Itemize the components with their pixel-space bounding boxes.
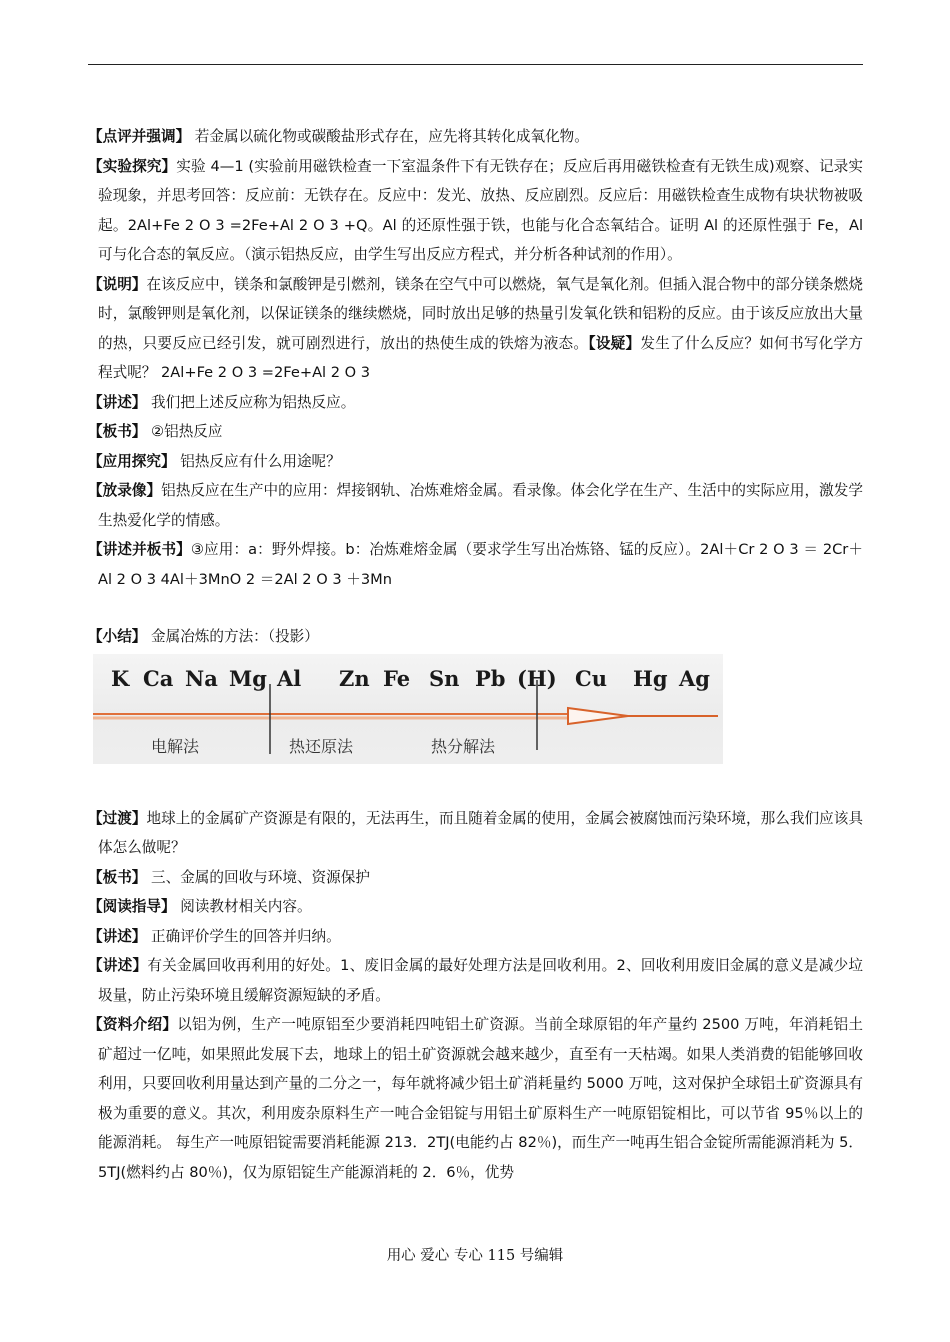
paragraph-narrate-board: 【讲述并板书】③应用：a：野外焊接。b：冶炼难熔金属（要求学生写出冶炼铬、锰的反应）。2Al＋Cr 2 O 3 ＝ 2Cr＋Al 2 O 3 4Al＋3MnO 2 ＝2Al 2 O 3 ＋3Mn [88,541,863,588]
paragraph-review: 【点评并强调】 若金属以硫化物或碳酸盐形式存在，应先将其转化成氧化物。 [88,128,589,145]
method-label: 热分解法 [431,736,496,756]
paragraph-video: 【放录像】铝热反应在生产中的应用：焊接钢轨、冶炼难熔金属。看录像。体会化学在生产、生活中的实际应用，激发学生热爱化学的情感。 [88,482,863,529]
element-label: Fe [383,665,411,691]
element-label: Hg [633,665,668,691]
element-label: (H) [517,665,557,691]
method-label: 热还原法 [289,736,354,756]
paragraph-narration-3: 【讲述】有关金属回收再利用的好处。1、废旧金属的最好处理方法是回收利用。2、回收利用废旧金属的意义是减少垃圾量，防止污染环境且缓解资源短缺的矛盾。 [88,957,863,1004]
paragraph-experiment: 【实验探究】实验 4—1 (实验前用磁铁检查一下室温条件下有无铁存在；反应后再用磁铁检查有无铁生成)观察、记录实验现象，并思考回答：反应前：无铁存在。反应中：发光、放热、反应剧烈。反应后：用磁铁检查生成物有块状物被吸起。2Al+Fe 2 O 3 =2Fe+Al 2 O 3 +Q。Al 的还原性强于铁，也能与化合态氧结合。证明 Al 的还原性强于 Fe，Al 可与化合态的氧反应。（演示铝热反应，由学生写出反应方程式，并分析各种试剂的作用）。 [88,157,863,263]
paragraph-explanation: 【说明】在该反应中，镁条和氯酸钾是引燃剂，镁条在空气中可以燃烧，氧气是氧化剂。但插入混合物中的部分镁条燃烧时，氯酸钾则是氧化剂，以保证镁条的继续燃烧，同时放出足够的热量引发氧化铁和铝粉的反应。由于该反应放出大量的热，只要反应已经引发，就可剧烈进行，放出的热使生成的铁熔为液态。【设疑】发生了什么反应？如何书写化学方程式呢？ 2Al+Fe 2 O 3 =2Fe+Al 2 O 3 [88,275,863,381]
method-label: 电解法 [151,736,200,756]
element-label: Ag [679,665,710,691]
element-label: Ca [143,665,174,691]
paragraph-board: 【板书】 ②铝热反应 [88,423,223,440]
element-label: Cu [575,665,607,691]
element-label: Mg [229,665,267,691]
element-label: K [111,665,130,691]
paragraph-materials: 【资料介绍】以铝为例，生产一吨原铝至少要消耗四吨铝土矿资源。当前全球原铝的年产量约 2500 万吨，年消耗铝土矿超过一亿吨，如果照此发展下去，地球上的铝土矿资源就会越来越少，直至有一天枯竭。如果人类消费的铝能够回收利用，只要回收利用量达到产量的二分之一，每年就将减少铝土矿消耗量约 5000 万吨，这对保护全球铝土矿资源具有极为重要的意义。其次，利用废杂原料生产一吨合金铝锭与用铝土矿原料生产一吨原铝锭相比，可以节省 95％以上的能源消耗。 每生产一吨原铝锭需要消耗能源 213．2TJ(电能约占 82％)，而生产一吨再生铝合金锭所需能源消耗为 5．5TJ(燃料约占 80％)，仅为原铝锭生产能源消耗的 2．6％，优势 [88,1016,863,1181]
paragraph-transition: 【过渡】地球上的金属矿产资源是有限的，无法再生，而且随着金属的使用，金属会被腐蚀而污染环境，那么我们应该具体怎么做呢？ [88,809,863,856]
paragraph-narration: 【讲述】 我们把上述反应称为铝热反应。 [88,393,356,411]
paragraph-reading: 【阅读指导】 阅读教材相关内容。 [88,898,312,915]
element-label: Al [277,665,302,691]
header-rule [88,64,863,65]
document-body [88,122,863,1187]
page-footer: 用心 爱心 专心 115 号编辑 [386,1248,564,1264]
element-label: Na [185,665,218,691]
paragraph-board-2: 【板书】 三、金属的回收与环境、资源保护 [88,868,370,886]
element-label: Pb [475,665,506,691]
paragraph-narration-2: 【讲述】 正确评价学生的回答并归纳。 [88,927,341,945]
arrow-head [568,708,628,724]
element-label: Zn [339,665,370,691]
element-label: Sn [429,665,460,691]
metal-activity-figure [93,654,723,764]
paragraph-summary: 【小结】 金属冶炼的方法：（投影） [88,628,319,645]
paragraph-application: 【应用探究】 铝热反应有什么用途呢？ [88,452,341,470]
